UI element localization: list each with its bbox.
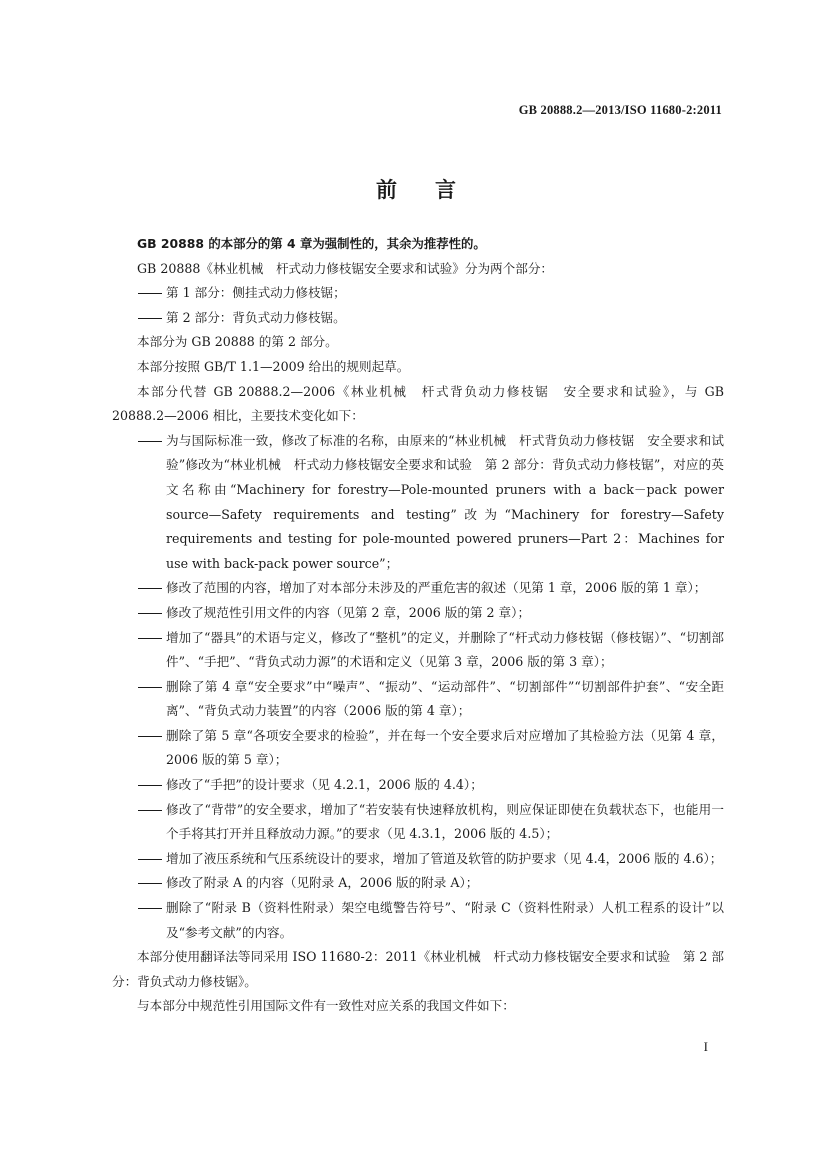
list-item-text: 修改了规范性引用文件的内容（见第 2 章，2006 版的第 2 章）； bbox=[166, 604, 531, 620]
list-item-text: 修改了附录 A 的内容（见附录 A，2006 版的附录 A）； bbox=[166, 875, 479, 891]
list-item bbox=[112, 601, 724, 626]
list-item bbox=[112, 724, 724, 773]
paragraph: 与本部分中规范性引用国际文件有一致性对应关系的我国文件如下： bbox=[137, 998, 515, 1014]
list-item bbox=[112, 773, 724, 798]
standard-code-header: GB 20888.2—2013/ISO 11680-2:2011 bbox=[518, 103, 722, 117]
list-item-text: 删除了第 5 章“各项安全要求的检验”，并在每一个安全要求后对应增加了其检验方法（见第 4 章，2006 版的第 5 章）； bbox=[166, 727, 724, 768]
list-item-text: 修改了“手把”的设计要求（见 4.2.1，2006 版的 4.4）； bbox=[166, 777, 483, 793]
list-item-text: 修改了“背带”的安全要求，增加了“若安装有快速释放机构，则应保证即使在负载状态下，也能用一个手将其打开并且释放动力源。”的要求（见 4.3.1，2006 版的 4.5）； bbox=[166, 801, 724, 842]
list-item bbox=[112, 798, 724, 847]
page-title: 前言 bbox=[376, 178, 494, 202]
document-body bbox=[112, 232, 724, 1019]
list-item-text: 删除了“附录 B（资料性附录）架空电缆警告符号”、“附录 C（资料性附录）人机工程系的设计”以及“参考文献”的内容。 bbox=[166, 900, 724, 940]
list-item-text: 修改了范围的内容，增加了对本部分未涉及的严重危害的叙述（见第 1 章，2006 版的第 1 章）； bbox=[166, 580, 707, 596]
paragraph: 本部分按照 GB/T 1.1—2009 给出的规则起草。 bbox=[137, 358, 410, 374]
page-number: I bbox=[703, 1039, 708, 1054]
list-item-text: 增加了“器具”的术语与定义，修改了“整机”的定义，并删除了“杆式动力修枝锯（修枝锯）”、“切割部件”、“手把”、“背负式动力源”的术语和定义（见第 3 章，2006 版的第 3 章）； bbox=[166, 629, 724, 670]
list-item bbox=[112, 281, 724, 306]
list-item bbox=[112, 871, 724, 896]
paragraph: 本部分代替 GB 20888.2—2006《林业机械 杆式背负动力修枝锯 安全要求和试验》，与 GB 20888.2—2006 相比，主要技术变化如下： bbox=[112, 383, 724, 424]
list-item-text: 第 2 部分：背负式动力修枝锯。 bbox=[166, 309, 346, 325]
paragraph: 本部分使用翻译法等同采用 ISO 11680-2：2011《林业机械 杆式动力修枝锯安全要求和试验 第 2 部分：背负式动力修枝锯》。 bbox=[112, 949, 724, 989]
paragraph: 本部分为 GB 20888 的第 2 部分。 bbox=[137, 334, 338, 350]
list-item bbox=[112, 306, 724, 331]
list-item bbox=[112, 847, 724, 872]
list-item-text: 第 1 部分：侧挂式动力修枝锯； bbox=[166, 285, 346, 301]
list-item bbox=[112, 896, 724, 945]
list-item-text: 为与国际标准一致，修改了标准的名称，由原来的“林业机械 杆式背负动力修枝锯 安全要求和试验”修改为“林业机械 杆式动力修枝锯安全要求和试验 第 2 部分：背负式动力修枝锯”，对应的英文名称由“Machinery for forestry—Pole-mounted pruners with a back－pack power source—Safety requirements and testing”改为“Machinery for forestry—Safety requirements and testing for pole-mounted powered pruners—Part 2：Machines for use with back-pack power source”； bbox=[166, 432, 724, 571]
list-item-text: 增加了液压系统和气压系统设计的要求，增加了管道及软管的防护要求（见 4.4，2006 版的 4.6）； bbox=[166, 850, 723, 866]
list-item bbox=[112, 429, 724, 577]
list-item bbox=[112, 576, 724, 601]
mandatory-note: GB 20888 的本部分的第 4 章为强制性的，其余为推荐性的。 bbox=[137, 236, 486, 251]
list-item bbox=[112, 675, 724, 724]
list-item-text: 删除了第 4 章“安全要求”中“噪声”、“振动”、“运动部件”、“切割部件”“切割部件护套”、“安全距离”、“背负式动力装置”的内容（2006 版的第 4 章）； bbox=[166, 678, 724, 719]
list-item bbox=[112, 626, 724, 675]
parts-intro: GB 20888《林业机械 杆式动力修枝锯安全要求和试验》分为两个部分： bbox=[137, 260, 554, 276]
